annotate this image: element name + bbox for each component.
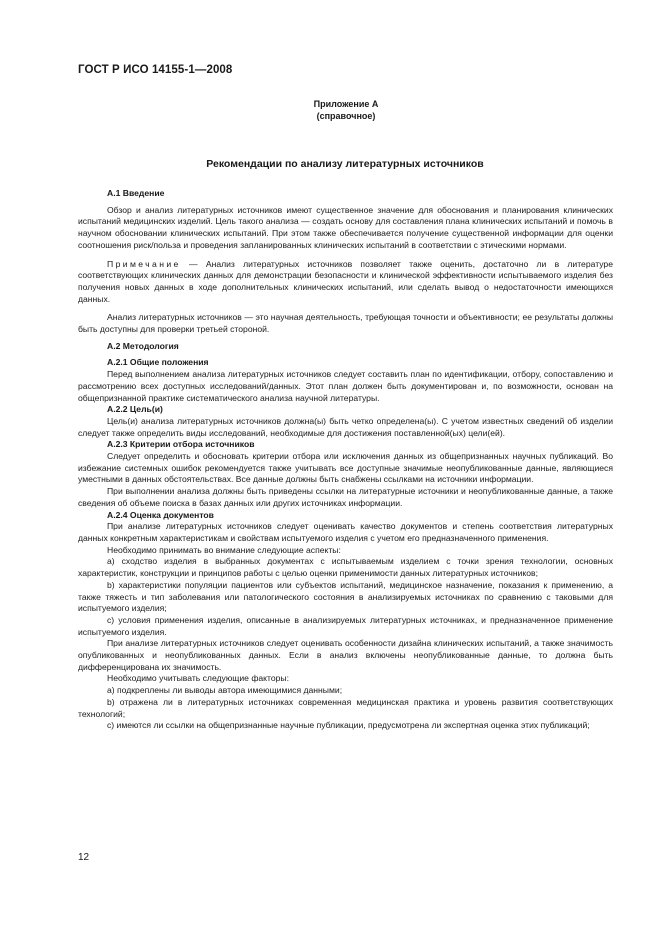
heading-a24: А.2.4 Оценка документов [107, 509, 214, 520]
paragraph: Анализ литературных источников — это научная деятельность, требующая точности и объективности; ее результаты должны быть доступны для проверки третьей стороной. [78, 312, 613, 335]
document-body [78, 188, 613, 732]
heading-a21: А.2.1 Общие положения [107, 357, 209, 368]
heading-a2: А.2 Методология [107, 340, 179, 351]
page-number: 12 [78, 852, 90, 863]
paragraph: При анализе литературных источников следует оценивать качество документов и степень соответствия литературных данных конкретным характеристикам и свойствам испытуемого изделия с учетом его предназначенного применения. [78, 521, 613, 543]
heading-a23: А.2.3 Критерии отбора источников [107, 439, 255, 450]
paragraph: Цель(и) анализа литературных источников должна(ы) быть четко определена(ы). С учетом известных сведений об изделии следует также определить виды исследований, необходимые для достижения поставленной(ых) цели(ей). [78, 415, 613, 438]
paragraph: Перед выполнением анализа литературных источников следует составить план по идентификации, отбору, сопоставлению и рассмотрению всех доступных исследований/данных. Этот план должен быть документирован и, по возможности, основан на общепризнанной практике систематического анализа научной литературы. [78, 369, 613, 403]
list-item: b) отражена ли в литературных источниках современная медицинская практика и уровень развития соответствующих технологий; [78, 696, 613, 719]
list-item: c) имеются ли ссылки на общепризнанные научные публикации, предусмотрена ли экспертная оценка этих публикаций; [107, 720, 590, 731]
note-paragraph [78, 259, 613, 306]
document-code: ГОСТ Р ИСО 14155-1—2008 [78, 64, 233, 76]
heading-a1: А.1 Введение [107, 188, 165, 198]
heading-a22: А.2.2 Цель(и) [107, 404, 163, 415]
annex-title: Приложение А [313, 99, 379, 109]
list-item: c) условия применения изделия, описанные в анализируемых литературных источниках, и предназначенное применение испытуемого изделия. [78, 614, 613, 637]
section-title: Рекомендации по анализу литературных источников [206, 158, 484, 170]
annex-heading [300, 98, 392, 122]
note-label: Примечание [107, 258, 181, 269]
note-text: — Анализ литературных источников позволяет также оценить, достаточно ли в литературе соответствующих клинических данных для демонстрации безопасности и клинической эффективности испытываемого изделия без получения новых данных в ходе дополнительных клинических испытаний, или сделать вывод о недостаточности имеющихся данных. [78, 258, 613, 304]
paragraph: При анализе литературных источников следует оценивать особенности дизайна клинических испытаний, а также значимость опубликованных и неопубликованных данных. Если в анализ включены неопубликованные данные, то должна быть дифференцирована их значимость. [78, 638, 613, 672]
annex-subtitle: (справочное) [316, 111, 376, 121]
paragraph: Необходимо учитывать следующие факторы: [107, 673, 289, 684]
paragraph: Следует определить и обосновать критерии отбора или исключения данных из общепризнанных научных публикаций. Во избежание системных ошибок рекомендуется также учитывать все доступные значимые неопубликованные данные, являющиеся уместными в данных обстоятельствах. Все данные должны быть снабжены ссылками на источники информации. [78, 451, 613, 485]
list-item: a) сходство изделия в выбранных документах с испытываемым изделием с точки зрения технологии, основных характеристик, конструкции и принципов работы с целью оценки применимости данных литературных источников; [78, 556, 613, 579]
list-item: b) характеристики популяции пациентов или субъектов испытаний, медицинское назначение, показания к применению, а также тяжесть и тип заболевания или патологического состояния в анализируемых источниках по сравнению с таковыми для испытуемого изделия; [78, 579, 613, 614]
paragraph: Обзор и анализ литературных источников имеют существенное значение для обоснования и планирования клинических испытаний медицинских изделий. Цель такого анализа — создать основу для составления плана клинических испытаний и помочь в научном обосновании клинических испытаний. При этом также обеспечивается получение существенной информации для оценки соотношения риск/польза и проведения запланированных клинических испытаний в соответствии с этическими нормами. [78, 204, 613, 250]
list-item: a) подкреплены ли выводы автора имеющимися данными; [107, 685, 343, 696]
paragraph: Необходимо принимать во внимание следующие аспекты: [107, 544, 341, 555]
paragraph: При выполнении анализа должны быть приведены ссылки на литературные источники и неопубликованные данные, а также сведения об объеме поиска в базах данных или других источниках информации. [78, 486, 613, 508]
